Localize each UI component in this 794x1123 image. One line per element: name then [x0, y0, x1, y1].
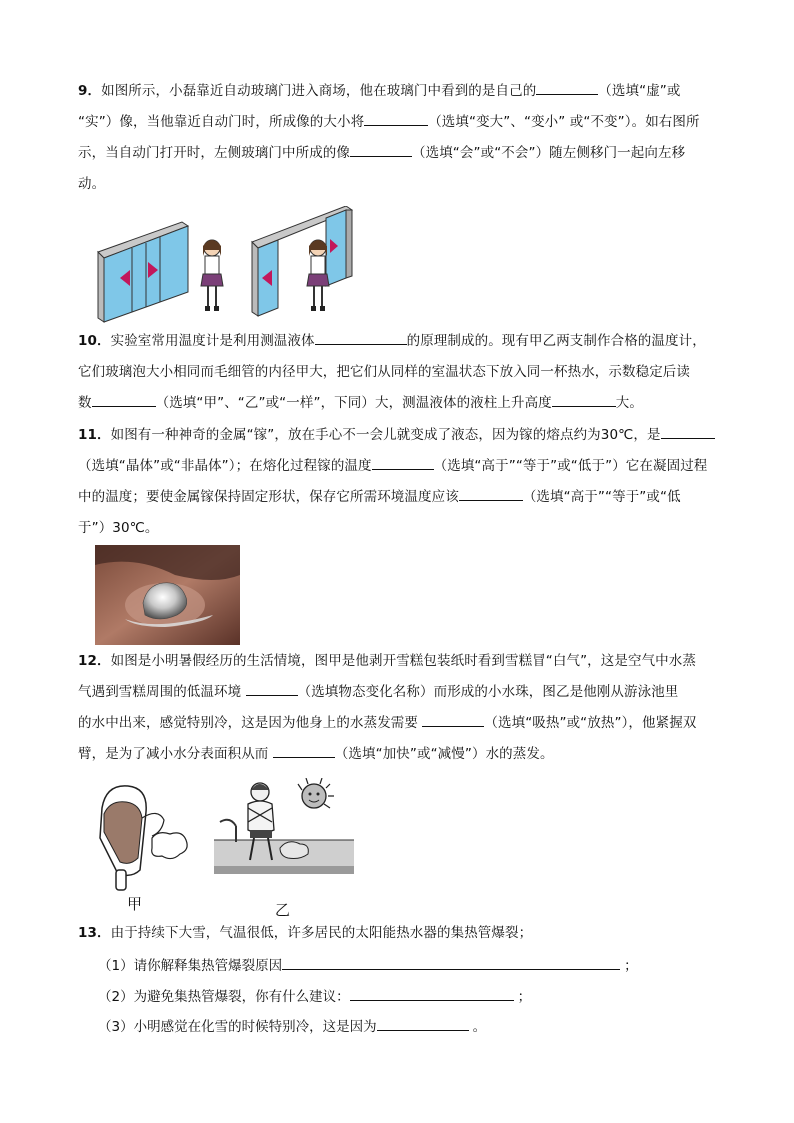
question-13-part-3: （3）小明感觉在化雪的时候特别冷，这是因为 。 [98, 1013, 486, 1041]
answer-blank[interactable] [246, 681, 298, 696]
question-12: 12．如图是小明暑假经历的生活情境，图甲是他剥开雪糕包装纸时看到雪糕冒“白气”，这是空气中水蒸 气遇到雪糕周围的低温环境 （选填物态变化名称）而形成的小水珠，图乙是他刚从游泳池里 的水中出来，感觉特别冷，这是因为他身上的水蒸发需要 （选填“吸热”或“放热”），他紧握双 臂，是为了减小水分表面积从而 （选填“加快”或“减慢”）水的蒸发。 [78, 653, 697, 762]
glass-door-figure [92, 206, 364, 324]
answer-blank[interactable] [350, 986, 514, 1001]
answer-blank[interactable] [282, 955, 620, 970]
answer-blank[interactable] [661, 424, 715, 439]
answer-blank[interactable] [315, 330, 407, 345]
answer-blank[interactable] [377, 1016, 469, 1031]
question-13-part-1: （1）请你解释集热管爆裂原因 ； [98, 952, 638, 980]
question-13-part-2: （2）为避免集热管爆裂，你有什么建议： ； [98, 983, 531, 1011]
answer-blank[interactable] [350, 142, 412, 157]
popsicle-drawing [92, 778, 192, 896]
answer-blank[interactable] [273, 743, 335, 758]
figure-caption-a: 甲 [127, 895, 143, 913]
question-10: 10．实验室常用温度计是利用测温液体 的原理制成的。现有甲乙两支制作合格的温度计， 它们玻璃泡大小相同而毛细管的内径甲大，把它们从同样的室温状态下放入同一杯热水，示数稳定后读 数 （选填“甲”、“乙”或“一样”，下同）大，测温液体的液柱上升高度 大。 [78, 326, 748, 419]
question-11: 11．如图有一种神奇的金属“镓”，放在手心不一会儿就变成了液态，因为镓的熔点约为30℃，是 （选填“晶体”或“非晶体”）；在熔化过程镓的温度 （选填“高于”“等于”或“低于”）它在凝固过程 中的温度；要使金属镓保持固定形状，保存它所需环境温度应该 （选填“高于”“等于”或“低 于”）30℃。 [78, 420, 748, 544]
question-13: 13．由于持续下大雪，气温很低，许多居民的太阳能热水器的集热管爆裂； [78, 925, 533, 941]
girl-drawing-2 [307, 240, 329, 311]
answer-blank[interactable] [92, 392, 156, 407]
door-closed-drawing [98, 222, 188, 322]
answer-blank[interactable] [552, 392, 616, 407]
question-9: 9．如图所示，小磊靠近自动玻璃门进入商场，他在玻璃门中看到的是自己的 （选填“虚”或 “实”）像，当他靠近自动门时，所成像的大小将 （选填“变大”、“变小” 或“不变”）。如右图所 示，当自动门打开时，左侧玻璃门中所成的像 （选填“会”或“不会”）随左侧移门一起向左移 动。 [78, 76, 748, 200]
door-open-drawing [252, 206, 352, 316]
gallium-photo [95, 545, 240, 645]
answer-blank[interactable] [372, 455, 434, 470]
girl-drawing-1 [201, 240, 223, 311]
answer-blank[interactable] [364, 111, 428, 126]
answer-blank[interactable] [459, 486, 523, 501]
answer-blank[interactable] [536, 80, 598, 95]
figure-caption-b: 乙 [275, 901, 291, 919]
swimmer-drawing [214, 778, 356, 886]
answer-blank[interactable] [422, 712, 484, 727]
